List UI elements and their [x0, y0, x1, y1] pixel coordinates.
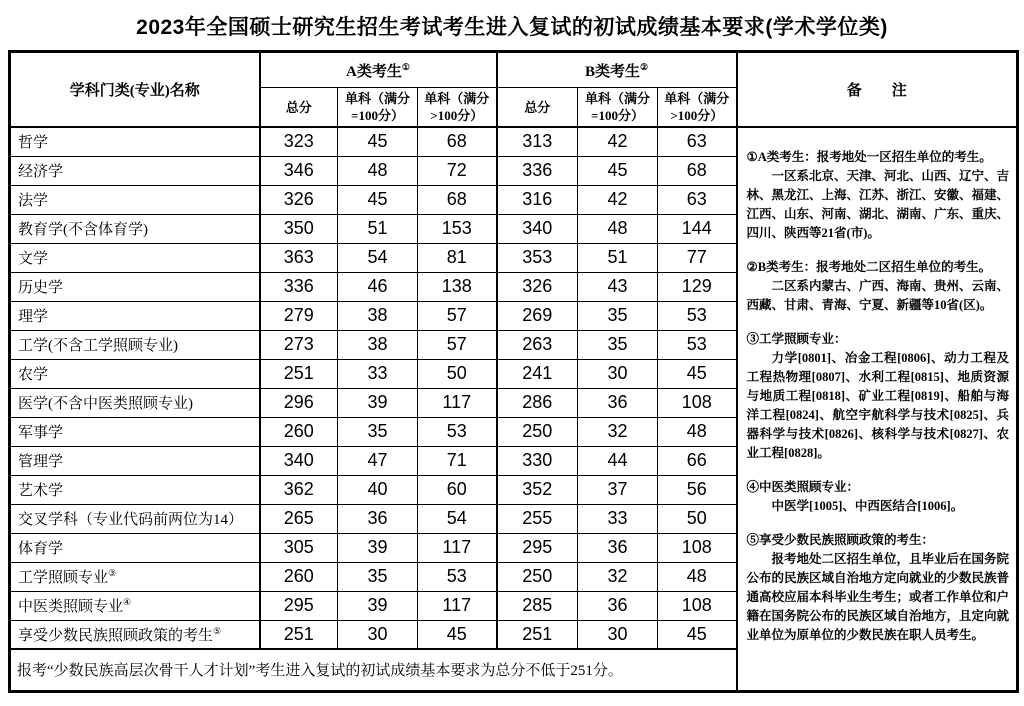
score-cell: 352: [497, 475, 578, 504]
score-cell: 350: [260, 214, 338, 243]
column-header-a-single-gt100: 单科（满分 >100分）: [418, 88, 497, 128]
score-cell: 35: [578, 330, 658, 359]
score-cell: 51: [338, 214, 418, 243]
score-cell: 50: [418, 359, 497, 388]
score-cell: 129: [658, 272, 737, 301]
remark-note-head: ⑤享受少数民族照顾政策的考生：: [746, 533, 935, 547]
score-cell: 295: [260, 591, 338, 620]
subject-label: 经济学: [18, 164, 64, 180]
score-cell: 305: [260, 533, 338, 562]
subject-cell: [10, 475, 260, 504]
column-header-remark: 备 注: [737, 52, 1018, 128]
score-cell: 316: [497, 185, 578, 214]
score-cell: 340: [497, 214, 578, 243]
group-a-label: A类考生: [346, 63, 402, 80]
score-cell: 50: [658, 504, 737, 533]
group-b-footnote-mark: ②: [640, 61, 649, 72]
subject-label: 中医类照顾专业: [18, 599, 124, 615]
score-cell: 45: [418, 620, 497, 649]
remark-note-head: ①A类考生：报考地处一区招生单位的考生。: [746, 150, 992, 164]
score-cell: 46: [338, 272, 418, 301]
score-cell: 260: [260, 417, 338, 446]
score-cell: 53: [418, 417, 497, 446]
score-table: [8, 50, 1019, 693]
column-header-a-total: 总分: [260, 88, 338, 128]
score-cell: 263: [497, 330, 578, 359]
score-cell: 68: [418, 185, 497, 214]
score-cell: 250: [497, 562, 578, 591]
subject-cell: [10, 417, 260, 446]
score-cell: 265: [260, 504, 338, 533]
score-cell: 32: [578, 562, 658, 591]
subject-label: 哲学: [18, 135, 49, 152]
subject-cell: [10, 272, 260, 301]
score-cell: 362: [260, 475, 338, 504]
score-cell: 54: [418, 504, 497, 533]
score-cell: 138: [418, 272, 497, 301]
score-cell: 35: [338, 562, 418, 591]
score-cell: 269: [497, 301, 578, 330]
score-cell: 48: [338, 156, 418, 185]
score-cell: 36: [578, 388, 658, 417]
score-cell: 40: [338, 475, 418, 504]
score-cell: 36: [578, 591, 658, 620]
score-cell: 45: [338, 127, 418, 156]
score-cell: 108: [658, 388, 737, 417]
score-cell: 81: [418, 243, 497, 272]
score-cell: 63: [658, 127, 737, 156]
score-cell: 117: [418, 388, 497, 417]
score-cell: 30: [578, 620, 658, 649]
score-cell: 43: [578, 272, 658, 301]
score-cell: 44: [578, 446, 658, 475]
subject-label: 历史学: [18, 280, 64, 296]
column-header-group-a: [260, 52, 497, 88]
score-cell: 144: [658, 214, 737, 243]
subject-label: 农学: [18, 367, 49, 383]
header-row-groups: [10, 52, 1018, 88]
score-cell: 108: [658, 533, 737, 562]
subject-footnote-mark: ③: [108, 568, 117, 578]
remark-note-head: ③工学照顾专业：: [746, 332, 847, 346]
subject-label: 教育学(不含体育学): [18, 222, 148, 238]
score-cell: 251: [260, 620, 338, 649]
score-cell: 56: [658, 475, 737, 504]
score-cell: 313: [497, 127, 578, 156]
score-cell: 68: [418, 127, 497, 156]
subject-cell: [10, 533, 260, 562]
subject-footnote-mark: ④: [123, 597, 132, 607]
subject-cell: [10, 388, 260, 417]
group-a-footnote-mark: ①: [401, 61, 410, 72]
score-cell: 57: [418, 330, 497, 359]
score-cell: 273: [260, 330, 338, 359]
column-header-a-single-eq100: 单科（满分 =100分）: [338, 88, 418, 128]
score-cell: 30: [338, 620, 418, 649]
score-cell: 36: [578, 533, 658, 562]
score-cell: 336: [260, 272, 338, 301]
subject-cell: [10, 591, 260, 620]
score-cell: 38: [338, 301, 418, 330]
score-cell: 45: [338, 185, 418, 214]
score-cell: 296: [260, 388, 338, 417]
subject-cell: [10, 504, 260, 533]
score-cell: 117: [418, 591, 497, 620]
column-header-b-total: 总分: [497, 88, 578, 128]
score-cell: 35: [578, 301, 658, 330]
score-cell: 45: [578, 156, 658, 185]
score-cell: 48: [658, 562, 737, 591]
subject-cell: [10, 446, 260, 475]
score-cell: 48: [578, 214, 658, 243]
score-cell: 285: [497, 591, 578, 620]
subject-label: 艺术学: [18, 483, 64, 499]
remark-note: [747, 330, 1010, 463]
score-cell: 42: [578, 127, 658, 156]
subject-label: 理学: [18, 309, 49, 325]
score-cell: 295: [497, 533, 578, 562]
score-cell: 33: [578, 504, 658, 533]
score-cell: 260: [260, 562, 338, 591]
column-header-group-b: [497, 52, 737, 88]
score-cell: 363: [260, 243, 338, 272]
remark-note-body: 中医学[1005]、中西医结合[1006]。: [771, 499, 964, 513]
remark-note: [747, 531, 1010, 645]
score-cell: 30: [578, 359, 658, 388]
score-cell: 68: [658, 156, 737, 185]
subject-cell: [10, 214, 260, 243]
score-cell: 251: [260, 359, 338, 388]
score-cell: 53: [658, 301, 737, 330]
score-cell: 39: [338, 533, 418, 562]
score-cell: 255: [497, 504, 578, 533]
score-cell: 330: [497, 446, 578, 475]
score-cell: 37: [578, 475, 658, 504]
subject-cell: [10, 243, 260, 272]
score-cell: 251: [497, 620, 578, 649]
subject-label: 军事学: [18, 425, 64, 441]
score-cell: 326: [497, 272, 578, 301]
score-cell: 47: [338, 446, 418, 475]
page-title: 2023年全国硕士研究生招生考试考生进入复试的初试成绩基本要求(学术学位类): [136, 16, 888, 39]
score-cell: 57: [418, 301, 497, 330]
score-cell: 33: [338, 359, 418, 388]
score-cell: 323: [260, 127, 338, 156]
remark-note-body: 二区系内蒙古、广西、海南、贵州、云南、西藏、甘肃、青海、宁夏、新疆等10省(区)。: [746, 279, 1010, 312]
subject-label: 工学照顾专业: [18, 570, 109, 586]
remark-note-body: 力学[0801]、冶金工程[0806]、动力工程及工程热物理[0807]、水利工程[0815]、地质资源与地质工程[0818]、矿业工程[0819]、船舶与海洋工程[0824]、航空宇航科学与技术[0825]、兵器科学与技术[0826]、核科学与技术[0827]、农业工程[0828]。: [746, 351, 1010, 460]
score-cell: 42: [578, 185, 658, 214]
score-cell: 45: [658, 359, 737, 388]
remark-note-body: 一区系北京、天津、河北、山西、辽宁、吉林、黑龙江、上海、江苏、浙江、安徽、福建、江西、山东、河南、湖北、湖南、广东、重庆、四川、陕西等21省(市)。: [746, 169, 1010, 240]
column-header-b-single-gt100: 单科（满分 >100分）: [658, 88, 737, 128]
score-cell: 66: [658, 446, 737, 475]
subject-cell: [10, 620, 260, 649]
subject-footnote-mark: ⑤: [213, 625, 222, 636]
score-cell: 153: [418, 214, 497, 243]
subject-cell: [10, 301, 260, 330]
subject-cell: [10, 330, 260, 359]
subject-label: 法学: [18, 193, 49, 209]
score-cell: 53: [658, 330, 737, 359]
score-cell: 340: [260, 446, 338, 475]
subject-label: 医学(不含中医类照顾专业): [18, 396, 193, 412]
column-header-b-single-eq100: 单科（满分 =100分）: [578, 88, 658, 128]
score-cell: 326: [260, 185, 338, 214]
score-cell: 53: [418, 562, 497, 591]
score-cell: 117: [418, 533, 497, 562]
score-cell: 60: [418, 475, 497, 504]
score-cell: 36: [338, 504, 418, 533]
subject-label: 享受少数民族照顾政策的考生: [18, 627, 214, 644]
score-cell: 32: [578, 417, 658, 446]
remark-note-head: ④中医类照顾专业：: [746, 480, 860, 494]
score-cell: 346: [260, 156, 338, 185]
score-cell: 35: [338, 417, 418, 446]
subject-label: 管理学: [18, 454, 64, 470]
remark-note: [747, 148, 1010, 243]
score-cell: 51: [578, 243, 658, 272]
score-cell: 39: [338, 591, 418, 620]
score-cell: 279: [260, 301, 338, 330]
remark-note: [747, 478, 1010, 516]
score-cell: 108: [658, 591, 737, 620]
subject-label: 工学(不含工学照顾专业): [18, 338, 178, 354]
subject-cell: [10, 359, 260, 388]
remark-note: [747, 258, 1010, 315]
footer-note: 报考“少数民族高层次骨干人才计划”考生进入复试的初试成绩基本要求为总分不低于251分。: [10, 649, 737, 691]
score-cell: 241: [497, 359, 578, 388]
score-cell: 353: [497, 243, 578, 272]
score-cell: 72: [418, 156, 497, 185]
score-cell: 48: [658, 417, 737, 446]
subject-label: 文学: [18, 251, 49, 267]
group-b-label: B类考生: [584, 63, 640, 80]
score-cell: 336: [497, 156, 578, 185]
score-cell: 38: [338, 330, 418, 359]
column-header-subject: 学科门类(专业)名称: [10, 52, 260, 128]
subject-cell: [10, 562, 260, 591]
subject-cell: [10, 185, 260, 214]
subject-cell: [10, 127, 260, 156]
score-cell: 63: [658, 185, 737, 214]
score-cell: 39: [338, 388, 418, 417]
remark-note-head: ②B类考生：报考地处二区招生单位的考生。: [746, 260, 992, 274]
score-cell: 77: [658, 243, 737, 272]
score-cell: 286: [497, 388, 578, 417]
score-cell: 54: [338, 243, 418, 272]
subject-label: 交叉学科（专业代码前两位为14）: [18, 512, 244, 528]
subject-cell: [10, 156, 260, 185]
score-cell: 45: [658, 620, 737, 649]
score-cell: 71: [418, 446, 497, 475]
subject-label: 体育学: [18, 541, 64, 557]
remarks-cell: [737, 127, 1018, 691]
remark-note-body: 报考地处二区招生单位，且毕业后在国务院公布的民族区域自治地方定向就业的少数民族普通高校应届本科毕业生考生；或者工作单位和户籍在国务院公布的民族区域自治地方，且定向就业单位为原单位的少数民族在职人员考生。: [746, 552, 1010, 642]
score-cell: 250: [497, 417, 578, 446]
table-row: [10, 127, 1018, 156]
